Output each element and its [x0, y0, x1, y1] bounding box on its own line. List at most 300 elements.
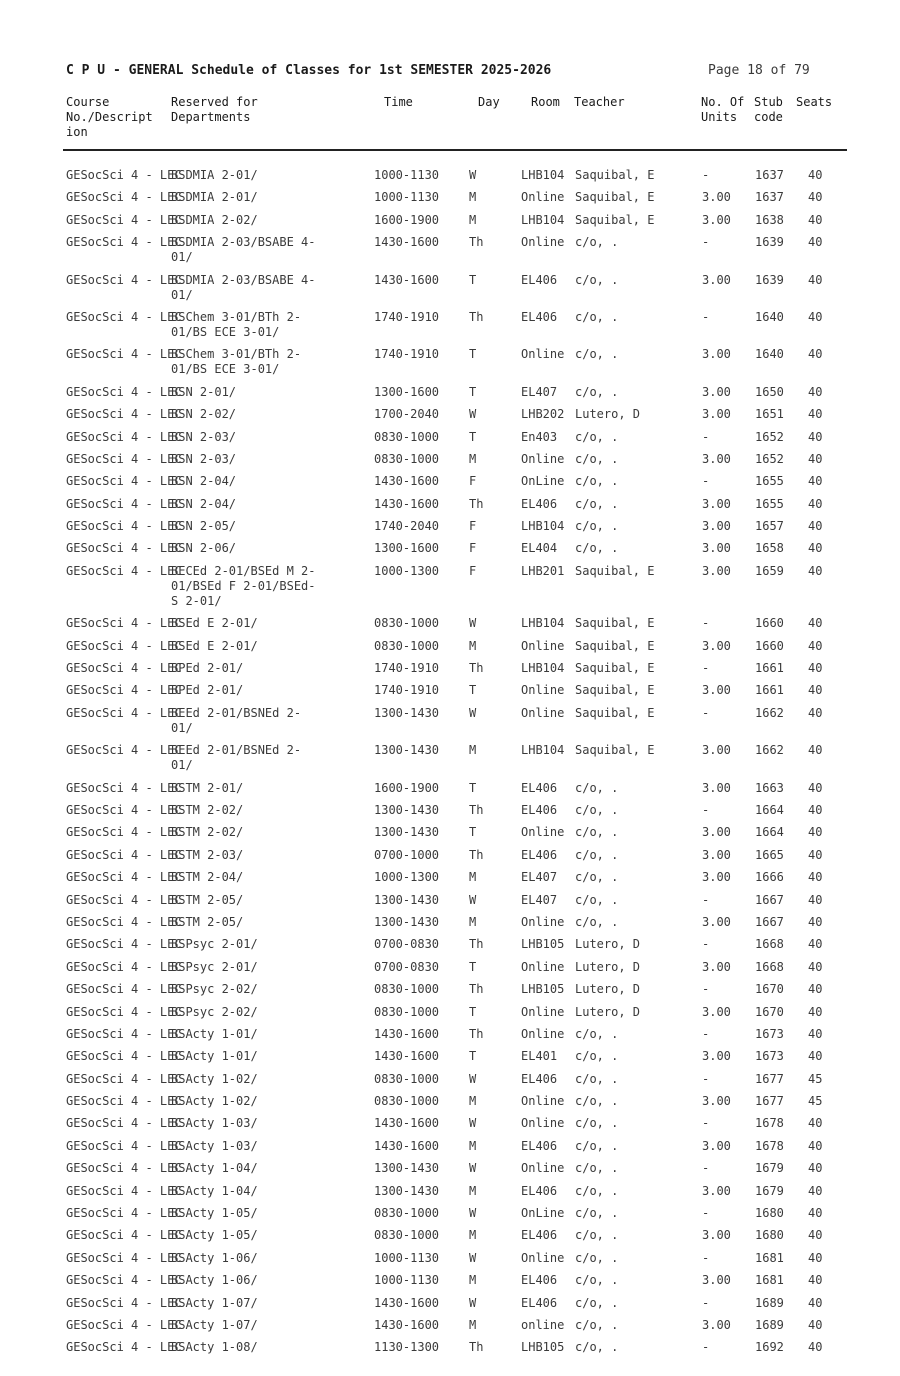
time-cell: 1740-1910	[374, 683, 440, 698]
seats-cell: 40	[808, 1273, 823, 1288]
time-cell: 0830-1000	[374, 638, 440, 653]
seats-cell: 40	[808, 825, 823, 840]
seats-cell: 40	[808, 496, 823, 511]
room-cell: EL401	[521, 1049, 558, 1064]
units-cell: 3.00	[702, 683, 731, 698]
teacher-cell: c/o, .	[575, 384, 619, 399]
room-cell: LHB104	[521, 212, 565, 227]
stub-code-cell: 1673	[755, 1026, 784, 1041]
day-cell: T	[469, 1004, 477, 1019]
teacher-cell: Saquibal, E	[575, 190, 655, 205]
stub-code-cell: 1662	[755, 743, 784, 758]
time-cell: 0700-0830	[374, 937, 440, 952]
room-cell: Online	[521, 1004, 565, 1019]
course-cell: GESocSci 4 - LEC	[66, 705, 182, 720]
table-row	[0, 1228, 900, 1250]
department-cell: BSActy 1-06/	[171, 1250, 258, 1265]
teacher-cell: c/o, .	[575, 1071, 619, 1086]
column-header-seats: Seats	[796, 95, 833, 109]
room-cell: LHB202	[521, 407, 565, 422]
stub-code-cell: 1652	[755, 451, 784, 466]
room-cell: Online	[521, 638, 565, 653]
department-cell: BSEd E 2-01/	[171, 616, 258, 631]
teacher-cell: c/o, .	[575, 825, 619, 840]
day-cell: F	[469, 519, 477, 534]
day-cell: W	[469, 616, 477, 631]
time-cell: 0830-1000	[374, 616, 440, 631]
department-cell: BSPsyc 2-02/	[171, 1004, 258, 1019]
course-cell: GESocSci 4 - LEC	[66, 1004, 182, 1019]
table-row	[0, 1251, 900, 1273]
time-cell: 1430-1600	[374, 272, 440, 287]
units-cell: 3.00	[702, 825, 731, 840]
table-row	[0, 1161, 900, 1183]
teacher-cell: c/o, .	[575, 474, 619, 489]
course-cell: GESocSci 4 - LEC	[66, 235, 182, 250]
table-row	[0, 937, 900, 959]
table-row	[0, 564, 900, 616]
stub-code-cell: 1679	[755, 1161, 784, 1176]
stub-code-cell: 1639	[755, 272, 784, 287]
stub-code-cell: 1651	[755, 407, 784, 422]
room-cell: EL407	[521, 892, 558, 907]
room-cell: EL406	[521, 496, 558, 511]
table-row	[0, 1184, 900, 1206]
time-cell: 1130-1300	[374, 1340, 440, 1355]
table-row	[0, 310, 900, 347]
day-cell: W	[469, 1206, 477, 1221]
units-cell: -	[702, 429, 710, 444]
room-cell: Online	[521, 1250, 565, 1265]
teacher-cell: Saquibal, E	[575, 212, 655, 227]
seats-cell: 40	[808, 1183, 823, 1198]
day-cell: Th	[469, 235, 484, 250]
day-cell: M	[469, 1273, 477, 1288]
units-cell: -	[702, 802, 710, 817]
room-cell: Online	[521, 959, 565, 974]
units-cell: 3.00	[702, 451, 731, 466]
day-cell: T	[469, 825, 477, 840]
department-cell: BEEd 2-01/BSNEd 2- 01/	[171, 743, 302, 773]
stub-code-cell: 1657	[755, 519, 784, 534]
course-cell: GESocSci 4 - LEC	[66, 541, 182, 556]
time-cell: 1600-1900	[374, 780, 440, 795]
time-cell: 0700-0830	[374, 959, 440, 974]
room-cell: Online	[521, 705, 565, 720]
course-cell: GESocSci 4 - LEC	[66, 616, 182, 631]
seats-cell: 40	[808, 683, 823, 698]
course-cell: GESocSci 4 - LEC	[66, 347, 182, 362]
room-cell: OnLine	[521, 1206, 565, 1221]
teacher-cell: c/o, .	[575, 1026, 619, 1041]
stub-code-cell: 1637	[755, 190, 784, 205]
time-cell: 0830-1000	[374, 1206, 440, 1221]
course-cell: GESocSci 4 - LEC	[66, 937, 182, 952]
units-cell: -	[702, 1206, 710, 1221]
seats-cell: 40	[808, 638, 823, 653]
teacher-cell: c/o, .	[575, 272, 619, 287]
table-row	[0, 1273, 900, 1295]
department-cell: BSActy 1-05/	[171, 1228, 258, 1243]
room-cell: Online	[521, 1161, 565, 1176]
day-cell: M	[469, 212, 477, 227]
department-cell: BSActy 1-07/	[171, 1295, 258, 1310]
seats-cell: 40	[808, 1250, 823, 1265]
room-cell: EL406	[521, 1295, 558, 1310]
teacher-cell: Lutero, D	[575, 959, 641, 974]
seats-cell: 40	[808, 168, 823, 182]
seats-cell: 40	[808, 959, 823, 974]
teacher-cell: c/o, .	[575, 1161, 619, 1176]
day-cell: T	[469, 780, 477, 795]
room-cell: online	[521, 1317, 565, 1332]
units-cell: 3.00	[702, 1183, 731, 1198]
course-cell: GESocSci 4 - LEC	[66, 959, 182, 974]
department-cell: BSActy 1-01/	[171, 1026, 258, 1041]
department-cell: BSActy 1-04/	[171, 1183, 258, 1198]
room-cell: Online	[521, 914, 565, 929]
units-cell: -	[702, 309, 710, 324]
department-cell: BPEd 2-01/	[171, 661, 244, 676]
teacher-cell: c/o, .	[575, 892, 619, 907]
day-cell: M	[469, 638, 477, 653]
time-cell: 0830-1000	[374, 982, 440, 997]
department-cell: BSTM 2-01/	[171, 780, 244, 795]
teacher-cell: c/o, .	[575, 1295, 619, 1310]
stub-code-cell: 1652	[755, 429, 784, 444]
day-cell: F	[469, 474, 477, 489]
course-cell: GESocSci 4 - LEC	[66, 429, 182, 444]
department-cell: BSActy 1-05/	[171, 1206, 258, 1221]
department-cell: BSActy 1-01/	[171, 1049, 258, 1064]
table-row	[0, 982, 900, 1004]
teacher-cell: c/o, .	[575, 847, 619, 862]
teacher-cell: c/o, .	[575, 347, 619, 362]
day-cell: T	[469, 959, 477, 974]
day-cell: F	[469, 563, 477, 578]
time-cell: 1000-1300	[374, 870, 440, 885]
room-cell: EL404	[521, 541, 558, 556]
course-cell: GESocSci 4 - LEC	[66, 474, 182, 489]
day-cell: M	[469, 1138, 477, 1153]
units-cell: 3.00	[702, 1049, 731, 1064]
room-cell: Online	[521, 451, 565, 466]
table-row	[0, 683, 900, 705]
seats-cell: 40	[808, 1049, 823, 1064]
stub-code-cell: 1668	[755, 959, 784, 974]
department-cell: BSDMIA 2-02/	[171, 212, 258, 227]
stub-code-cell: 1640	[755, 347, 784, 362]
department-cell: BSN 2-03/	[171, 451, 237, 466]
department-cell: BSTM 2-04/	[171, 870, 244, 885]
stub-code-cell: 1661	[755, 683, 784, 698]
course-cell: GESocSci 4 - LEC	[66, 661, 182, 676]
department-cell: BSN 2-04/	[171, 496, 237, 511]
day-cell: T	[469, 272, 477, 287]
units-cell: 3.00	[702, 1094, 731, 1109]
teacher-cell: Saquibal, E	[575, 616, 655, 631]
seats-cell: 40	[808, 309, 823, 324]
units-cell: 3.00	[702, 541, 731, 556]
room-cell: Online	[521, 1116, 565, 1131]
department-cell: BSActy 1-03/	[171, 1138, 258, 1153]
course-cell: GESocSci 4 - LEC	[66, 168, 182, 182]
stub-code-cell: 1666	[755, 870, 784, 885]
seats-cell: 40	[808, 1138, 823, 1153]
seats-cell: 40	[808, 212, 823, 227]
column-header-course: Course No./Descript ion	[66, 95, 153, 139]
stub-code-cell: 1639	[755, 235, 784, 250]
units-cell: -	[702, 1161, 710, 1176]
day-cell: Th	[469, 802, 484, 817]
department-cell: BEEd 2-01/BSNEd 2- 01/	[171, 705, 302, 735]
seats-cell: 40	[808, 661, 823, 676]
room-cell: Online	[521, 190, 565, 205]
table-row	[0, 706, 900, 743]
room-cell: LHB201	[521, 563, 565, 578]
department-cell: BSTM 2-02/	[171, 825, 244, 840]
table-row	[0, 960, 900, 982]
units-cell: 3.00	[702, 638, 731, 653]
table-row	[0, 407, 900, 429]
units-cell: -	[702, 1250, 710, 1265]
column-header-reserved: Reserved for Departments	[171, 95, 258, 124]
seats-cell: 40	[808, 705, 823, 720]
course-cell: GESocSci 4 - LEC	[66, 982, 182, 997]
room-cell: LHB104	[521, 616, 565, 631]
time-cell: 1740-1910	[374, 347, 440, 362]
table-row	[0, 848, 900, 870]
day-cell: W	[469, 1250, 477, 1265]
units-cell: -	[702, 1116, 710, 1131]
course-cell: GESocSci 4 - LEC	[66, 1094, 182, 1109]
table-row	[0, 616, 900, 638]
teacher-cell: c/o, .	[575, 235, 619, 250]
department-cell: BSActy 1-06/	[171, 1273, 258, 1288]
units-cell: 3.00	[702, 870, 731, 885]
table-row	[0, 452, 900, 474]
department-cell: BSActy 1-08/	[171, 1340, 258, 1355]
course-cell: GESocSci 4 - LEC	[66, 892, 182, 907]
room-cell: Online	[521, 1026, 565, 1041]
table-row	[0, 781, 900, 803]
department-cell: BSDMIA 2-01/	[171, 168, 258, 182]
header-divider	[63, 149, 847, 151]
table-row	[0, 1049, 900, 1071]
course-cell: GESocSci 4 - LEC	[66, 743, 182, 758]
teacher-cell: Saquibal, E	[575, 705, 655, 720]
department-cell: BSN 2-03/	[171, 429, 237, 444]
room-cell: EL407	[521, 384, 558, 399]
teacher-cell: c/o, .	[575, 1183, 619, 1198]
time-cell: 1430-1600	[374, 1026, 440, 1041]
stub-code-cell: 1664	[755, 802, 784, 817]
seats-cell: 40	[808, 1340, 823, 1355]
teacher-cell: c/o, .	[575, 1206, 619, 1221]
course-cell: GESocSci 4 - LEC	[66, 309, 182, 324]
seats-cell: 40	[808, 519, 823, 534]
stub-code-cell: 1661	[755, 661, 784, 676]
table-row	[0, 1027, 900, 1049]
stub-code-cell: 1678	[755, 1116, 784, 1131]
teacher-cell: Saquibal, E	[575, 168, 655, 182]
day-cell: M	[469, 914, 477, 929]
time-cell: 1740-1910	[374, 661, 440, 676]
stub-code-cell: 1670	[755, 982, 784, 997]
seats-cell: 40	[808, 272, 823, 287]
course-cell: GESocSci 4 - LEC	[66, 1138, 182, 1153]
units-cell: 3.00	[702, 914, 731, 929]
stub-code-cell: 1667	[755, 892, 784, 907]
table-row	[0, 541, 900, 563]
seats-cell: 40	[808, 892, 823, 907]
room-cell: LHB104	[521, 519, 565, 534]
table-row	[0, 235, 900, 272]
time-cell: 1300-1430	[374, 914, 440, 929]
department-cell: BSChem 3-01/BTh 2- 01/BS ECE 3-01/	[171, 347, 302, 377]
seats-cell: 40	[808, 780, 823, 795]
teacher-cell: Lutero, D	[575, 407, 641, 422]
seats-cell: 40	[808, 982, 823, 997]
course-cell: GESocSci 4 - LEC	[66, 1049, 182, 1064]
table-row	[0, 803, 900, 825]
units-cell: -	[702, 168, 710, 182]
seats-cell: 40	[808, 429, 823, 444]
time-cell: 0830-1000	[374, 1094, 440, 1109]
department-cell: BSPsyc 2-01/	[171, 959, 258, 974]
stub-code-cell: 1664	[755, 825, 784, 840]
stub-code-cell: 1677	[755, 1094, 784, 1109]
stub-code-cell: 1670	[755, 1004, 784, 1019]
department-cell: BSActy 1-03/	[171, 1116, 258, 1131]
course-cell: GESocSci 4 - LEC	[66, 802, 182, 817]
room-cell: LHB105	[521, 982, 565, 997]
day-cell: T	[469, 429, 477, 444]
table-row	[0, 1139, 900, 1161]
seats-cell: 40	[808, 190, 823, 205]
time-cell: 1300-1430	[374, 892, 440, 907]
department-cell: BSDMIA 2-03/BSABE 4- 01/	[171, 235, 316, 265]
time-cell: 1000-1300	[374, 563, 440, 578]
teacher-cell: c/o, .	[575, 1317, 619, 1332]
table-row	[0, 168, 900, 190]
course-cell: GESocSci 4 - LEC	[66, 519, 182, 534]
stub-code-cell: 1679	[755, 1183, 784, 1198]
day-cell: Th	[469, 1026, 484, 1041]
teacher-cell: Saquibal, E	[575, 661, 655, 676]
day-cell: W	[469, 892, 477, 907]
course-cell: GESocSci 4 - LEC	[66, 914, 182, 929]
teacher-cell: c/o, .	[575, 1116, 619, 1131]
day-cell: T	[469, 683, 477, 698]
column-header-stub: Stub code	[754, 95, 783, 124]
department-cell: BSN 2-02/	[171, 407, 237, 422]
day-cell: Th	[469, 847, 484, 862]
department-cell: BSActy 1-04/	[171, 1161, 258, 1176]
units-cell: 3.00	[702, 1317, 731, 1332]
time-cell: 1430-1600	[374, 474, 440, 489]
time-cell: 0830-1000	[374, 1004, 440, 1019]
units-cell: -	[702, 1071, 710, 1086]
teacher-cell: c/o, .	[575, 1049, 619, 1064]
units-cell: -	[702, 1026, 710, 1041]
time-cell: 1300-1430	[374, 743, 440, 758]
department-cell: BSTM 2-05/	[171, 892, 244, 907]
column-header-room: Room	[531, 95, 560, 109]
course-cell: GESocSci 4 - LEC	[66, 1340, 182, 1355]
department-cell: BSActy 1-02/	[171, 1094, 258, 1109]
seats-cell: 40	[808, 847, 823, 862]
course-cell: GESocSci 4 - LEC	[66, 407, 182, 422]
time-cell: 1300-1430	[374, 1161, 440, 1176]
units-cell: -	[702, 892, 710, 907]
course-cell: GESocSci 4 - LEC	[66, 496, 182, 511]
table-row	[0, 893, 900, 915]
teacher-cell: c/o, .	[575, 1250, 619, 1265]
time-cell: 1740-1910	[374, 309, 440, 324]
units-cell: 3.00	[702, 780, 731, 795]
department-cell: BSN 2-05/	[171, 519, 237, 534]
teacher-cell: c/o, .	[575, 1228, 619, 1243]
course-cell: GESocSci 4 - LEC	[66, 1228, 182, 1243]
day-cell: T	[469, 1049, 477, 1064]
course-cell: GESocSci 4 - LEC	[66, 1206, 182, 1221]
units-cell: -	[702, 1340, 710, 1355]
table-row	[0, 497, 900, 519]
stub-code-cell: 1650	[755, 384, 784, 399]
column-header-day: Day	[478, 95, 500, 109]
course-cell: GESocSci 4 - LEC	[66, 190, 182, 205]
stub-code-cell: 1689	[755, 1317, 784, 1332]
units-cell: 3.00	[702, 519, 731, 534]
department-cell: BSN 2-04/	[171, 474, 237, 489]
seats-cell: 40	[808, 1228, 823, 1243]
course-cell: GESocSci 4 - LEC	[66, 1273, 182, 1288]
units-cell: 3.00	[702, 743, 731, 758]
course-cell: GESocSci 4 - LEC	[66, 638, 182, 653]
seats-cell: 40	[808, 870, 823, 885]
table-row	[0, 430, 900, 452]
department-cell: BSN 2-01/	[171, 384, 237, 399]
course-cell: GESocSci 4 - LEC	[66, 870, 182, 885]
table-row	[0, 743, 900, 780]
table-row	[0, 870, 900, 892]
teacher-cell: c/o, .	[575, 451, 619, 466]
course-cell: GESocSci 4 - LEC	[66, 1116, 182, 1131]
day-cell: M	[469, 1228, 477, 1243]
units-cell: 3.00	[702, 212, 731, 227]
seats-cell: 40	[808, 1004, 823, 1019]
stub-code-cell: 1681	[755, 1250, 784, 1265]
time-cell: 1000-1130	[374, 190, 440, 205]
course-cell: GESocSci 4 - LEC	[66, 1317, 182, 1332]
table-row	[0, 1296, 900, 1318]
day-cell: M	[469, 1183, 477, 1198]
seats-cell: 40	[808, 347, 823, 362]
time-cell: 1300-1430	[374, 825, 440, 840]
time-cell: 1300-1430	[374, 802, 440, 817]
teacher-cell: c/o, .	[575, 309, 619, 324]
course-cell: GESocSci 4 - LEC	[66, 1250, 182, 1265]
stub-code-cell: 1673	[755, 1049, 784, 1064]
room-cell: Online	[521, 683, 565, 698]
units-cell: -	[702, 616, 710, 631]
time-cell: 1300-1600	[374, 384, 440, 399]
column-header-teacher: Teacher	[574, 95, 625, 109]
units-cell: 3.00	[702, 272, 731, 287]
teacher-cell: Saquibal, E	[575, 638, 655, 653]
day-cell: Th	[469, 496, 484, 511]
